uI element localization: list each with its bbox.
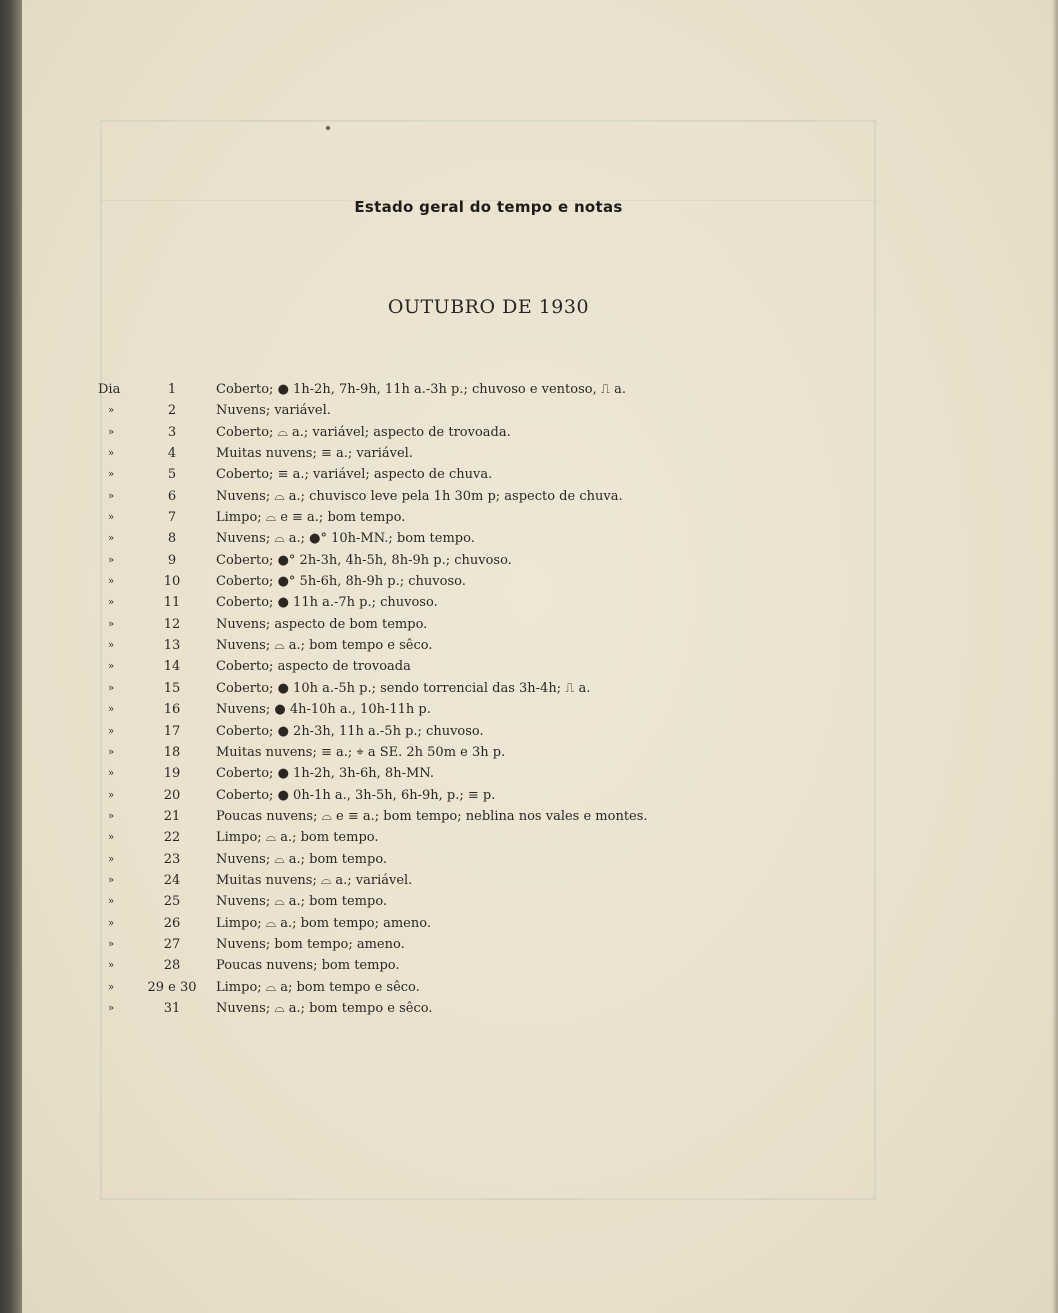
- weather-note: Limpo; ⌓ a; bom tempo e sêco.: [216, 979, 420, 995]
- weather-note: Poucas nuvens; ⌓ e ≡ a.; bom tempo; neblina nos vales e montes.: [216, 808, 648, 824]
- ditto-mark: »: [108, 448, 115, 460]
- ditto-mark: »: [108, 405, 115, 417]
- weather-note: Limpo; ⌓ a.; bom tempo.: [216, 830, 379, 846]
- day-number: 16: [163, 702, 181, 718]
- day-number: 18: [163, 744, 181, 760]
- weather-notes-list: [0, 379, 1058, 1019]
- list-item: [0, 699, 1058, 720]
- weather-note: Coberto; ⌓ a.; variável; aspecto de trovoada.: [216, 424, 511, 440]
- day-number: 25: [163, 894, 181, 910]
- list-item: [0, 742, 1058, 763]
- list-item: [0, 806, 1058, 827]
- ditto-mark: »: [108, 789, 115, 801]
- weather-note: Muitas nuvens; ⌓ a.; variável.: [216, 872, 413, 888]
- weather-note: Nuvens; ⌓ a.; chuvisco leve pela 1h 30m p; aspecto de chuva.: [216, 488, 623, 504]
- ditto-mark: »: [108, 640, 115, 652]
- day-number: 8: [167, 531, 177, 547]
- day-number: 21: [163, 808, 181, 824]
- day-number: 6: [167, 488, 177, 504]
- ditto-mark: »: [108, 896, 115, 908]
- list-item: [0, 464, 1058, 485]
- day-number: 26: [163, 915, 181, 931]
- list-item: [0, 827, 1058, 848]
- list-item: [0, 614, 1058, 635]
- day-number: 24: [163, 872, 181, 888]
- list-item: [0, 592, 1058, 613]
- ditto-mark: »: [108, 853, 115, 865]
- weather-note: Muitas nuvens; ≡ a.; ⌖ a SE. 2h 50m e 3h p.: [216, 744, 506, 760]
- weather-note: Nuvens; ⌓ a.; bom tempo e sêco.: [216, 638, 433, 654]
- list-item: [0, 934, 1058, 955]
- weather-note: Nuvens; ⌓ a.; ●° 10h-MN.; bom tempo.: [216, 531, 475, 547]
- ditto-mark: »: [108, 832, 115, 844]
- list-item: [0, 656, 1058, 677]
- ditto-mark: »: [108, 874, 115, 886]
- weather-note: Nuvens; ● 4h-10h a., 10h-11h p.: [216, 702, 431, 718]
- weather-note: Coberto; ● 11h a.-7h p.; chuvoso.: [216, 595, 438, 611]
- weather-note: Nuvens; variável.: [216, 403, 331, 419]
- weather-note: Coberto; ≡ a.; variável; aspecto de chuva.: [216, 467, 493, 483]
- day-number: 10: [163, 574, 181, 590]
- weather-note: Nuvens; bom tempo; ameno.: [216, 936, 405, 952]
- ditto-mark: »: [108, 426, 115, 438]
- day-number: 15: [163, 680, 181, 696]
- day-number: 20: [163, 787, 181, 803]
- ditto-mark: »: [108, 554, 115, 566]
- day-number: 9: [167, 552, 177, 568]
- weather-note: Coberto; ●° 5h-6h, 8h-9h p.; chuvoso.: [216, 574, 466, 590]
- weather-note: Coberto; aspecto de trovoada: [216, 659, 411, 675]
- ditto-mark: »: [108, 490, 115, 502]
- day-number: 29 e 30: [147, 979, 197, 995]
- ditto-mark: »: [108, 1002, 115, 1014]
- list-item: [0, 763, 1058, 784]
- list-item: [0, 507, 1058, 528]
- list-item: [0, 443, 1058, 464]
- ditto-mark: »: [108, 533, 115, 545]
- weather-note: Nuvens; ⌓ a.; bom tempo e sêco.: [216, 1000, 433, 1016]
- day-number: 11: [163, 595, 181, 611]
- ditto-mark: »: [108, 512, 115, 524]
- day-number: 14: [163, 659, 181, 675]
- list-item: [0, 955, 1058, 976]
- weather-note: Limpo; ⌓ a.; bom tempo; ameno.: [216, 915, 431, 931]
- list-item: [0, 528, 1058, 549]
- ditto-mark: »: [108, 960, 115, 972]
- day-number: 28: [163, 958, 181, 974]
- day-number: 5: [167, 467, 177, 483]
- weather-note: Nuvens; ⌓ a.; bom tempo.: [216, 851, 388, 867]
- day-number: 12: [163, 616, 181, 632]
- list-item: [0, 678, 1058, 699]
- list-item: [0, 870, 1058, 891]
- list-item: [0, 400, 1058, 421]
- weather-note: Coberto; ● 1h-2h, 7h-9h, 11h a.-3h p.; chuvoso e ventoso, ⎍ a.: [216, 382, 626, 397]
- ditto-mark: »: [108, 469, 115, 481]
- list-item: [0, 891, 1058, 912]
- weather-note: Coberto; ● 10h a.-5h p.; sendo torrencial das 3h-4h; ⎍ a.: [216, 680, 591, 696]
- list-item: [0, 913, 1058, 934]
- day-number: 23: [163, 851, 181, 867]
- ditto-mark: »: [108, 725, 115, 737]
- list-item: [0, 849, 1058, 870]
- section-heading: Estado geral do tempo e notas: [354, 198, 623, 216]
- pencil-mark: [326, 126, 330, 130]
- day-number: 17: [163, 723, 181, 739]
- day-number: 3: [167, 424, 177, 440]
- day-number: 1: [167, 382, 177, 397]
- ditto-mark: »: [108, 981, 115, 993]
- day-number: 2: [167, 403, 177, 419]
- day-number: 27: [163, 936, 181, 952]
- list-item: [0, 721, 1058, 742]
- day-number: 13: [163, 638, 181, 654]
- weather-note: Nuvens; ⌓ a.; bom tempo.: [216, 894, 388, 910]
- ditto-mark: »: [108, 938, 115, 950]
- weather-note: Muitas nuvens; ≡ a.; variável.: [216, 446, 413, 462]
- list-item: [0, 422, 1058, 443]
- month-title: OUTUBRO DE 1930: [387, 296, 590, 318]
- ditto-mark: »: [108, 746, 115, 758]
- ditto-mark: »: [108, 576, 115, 588]
- ditto-mark: »: [108, 618, 115, 630]
- weather-note: Poucas nuvens; bom tempo.: [216, 958, 400, 974]
- day-number: 4: [167, 446, 177, 462]
- weather-note: Limpo; ⌓ e ≡ a.; bom tempo.: [216, 510, 406, 526]
- list-item: [0, 977, 1058, 998]
- list-item: [0, 998, 1058, 1019]
- weather-note: Nuvens; aspecto de bom tempo.: [216, 616, 428, 632]
- day-number: 7: [167, 510, 177, 526]
- ditto-mark: »: [108, 810, 115, 822]
- ditto-mark: »: [108, 768, 115, 780]
- list-item: [0, 550, 1058, 571]
- ditto-mark: »: [108, 917, 115, 929]
- list-item: [0, 486, 1058, 507]
- ditto-mark: »: [108, 682, 115, 694]
- list-item: [0, 379, 1058, 400]
- list-item: [0, 785, 1058, 806]
- weather-note: Coberto; ● 0h-1h a., 3h-5h, 6h-9h, p.; ≡ p.: [216, 787, 496, 803]
- weather-note: Coberto; ● 1h-2h, 3h-6h, 8h-MN.: [216, 766, 434, 782]
- list-item: [0, 635, 1058, 656]
- weather-note: Coberto; ●° 2h-3h, 4h-5h, 8h-9h p.; chuvoso.: [216, 552, 512, 568]
- day-number: 31: [163, 1000, 181, 1016]
- day-label: Dia: [98, 382, 121, 397]
- ditto-mark: »: [108, 597, 115, 609]
- list-item: [0, 571, 1058, 592]
- weather-note: Coberto; ● 2h-3h, 11h a.-5h p.; chuvoso.: [216, 723, 484, 739]
- ditto-mark: »: [108, 661, 115, 673]
- day-number: 19: [163, 766, 181, 782]
- ditto-mark: »: [108, 704, 115, 716]
- day-number: 22: [163, 830, 181, 846]
